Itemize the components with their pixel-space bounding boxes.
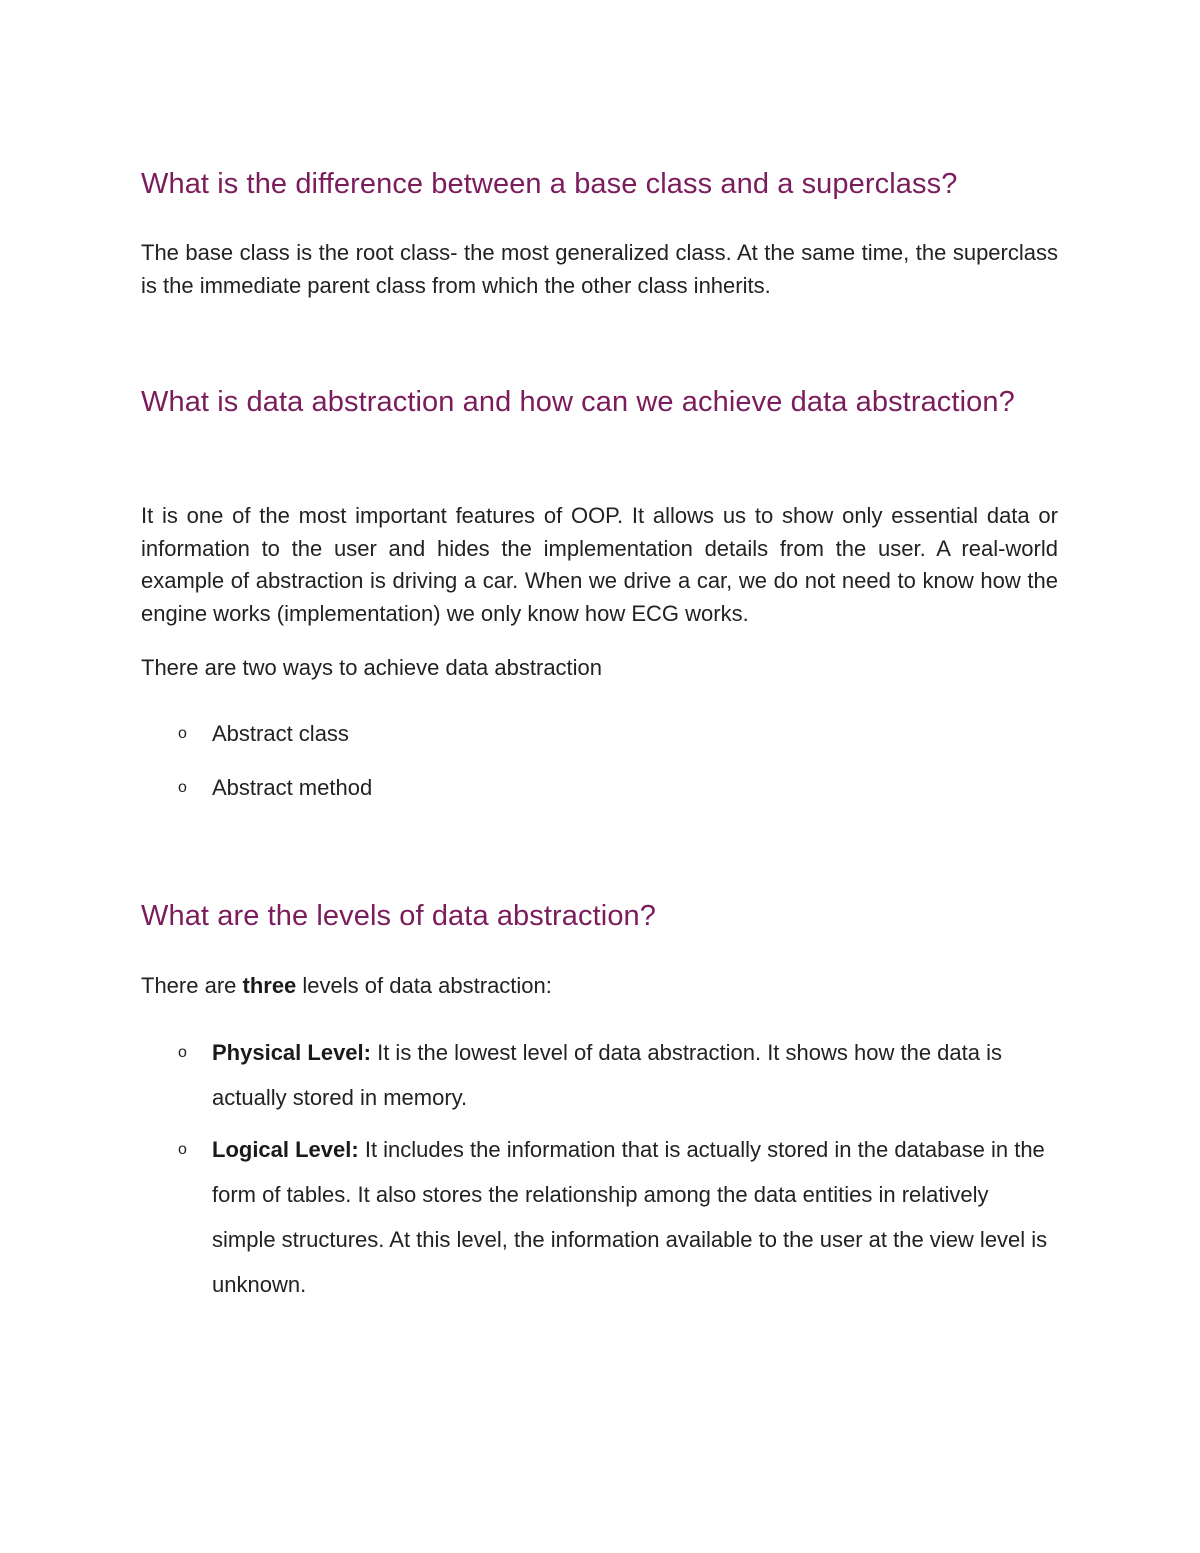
levels-intro-after: levels of data abstraction: — [296, 973, 552, 998]
circle-bullet-icon: o — [178, 1044, 187, 1061]
level-label: Physical Level: — [212, 1040, 371, 1065]
base-vs-superclass-paragraph: The base class is the root class- the most generalized class. At the same time, the superclass is the immediate parent class from which the other class inherits. — [141, 240, 1058, 298]
list-item — [141, 1030, 1058, 1120]
list-item — [141, 772, 1058, 804]
circle-bullet-icon: o — [178, 725, 187, 742]
list-item-text: Abstract class — [212, 721, 349, 746]
level-label: Logical Level: — [212, 1137, 359, 1162]
data-abstraction-paragraph: It is one of the most important features of OOP. It allows us to show only essential data or information to the user and hides the implementation details from the user. A real-world example of abstraction is driving a car. When we drive a car, we do not need to know how the engine works (implementation) we only know how ECG works. — [141, 503, 1058, 626]
abstraction-levels-list — [141, 1030, 1058, 1314]
level-text: It includes the information that is actually stored in the database in the form of tables. It also stores the relationship among the data entities in relatively simple structures. At this level, the information available to the user at the view level is unknown. — [212, 1137, 1048, 1297]
section-heading-levels: What are the levels of data abstraction? — [141, 900, 657, 932]
levels-intro-paragraph — [141, 970, 1058, 1003]
two-ways-paragraph: There are two ways to achieve data abstraction — [141, 655, 603, 680]
circle-bullet-icon: o — [178, 779, 187, 796]
section-heading-base-vs-superclass: What is the difference between a base class and a superclass? — [141, 168, 958, 200]
levels-intro-before: There are — [141, 973, 243, 998]
circle-bullet-icon: o — [178, 1141, 187, 1158]
list-item — [141, 1127, 1058, 1307]
level-text: It is the lowest level of data abstraction. It shows how the data is actually stored in memory. — [212, 1040, 1002, 1110]
section-heading-data-abstraction: What is data abstraction and how can we achieve data abstraction? — [141, 386, 1015, 418]
list-item — [141, 718, 1058, 750]
levels-intro-bold: three — [242, 973, 297, 998]
list-item-text: Abstract method — [212, 775, 373, 800]
abstraction-ways-list — [141, 718, 1058, 826]
